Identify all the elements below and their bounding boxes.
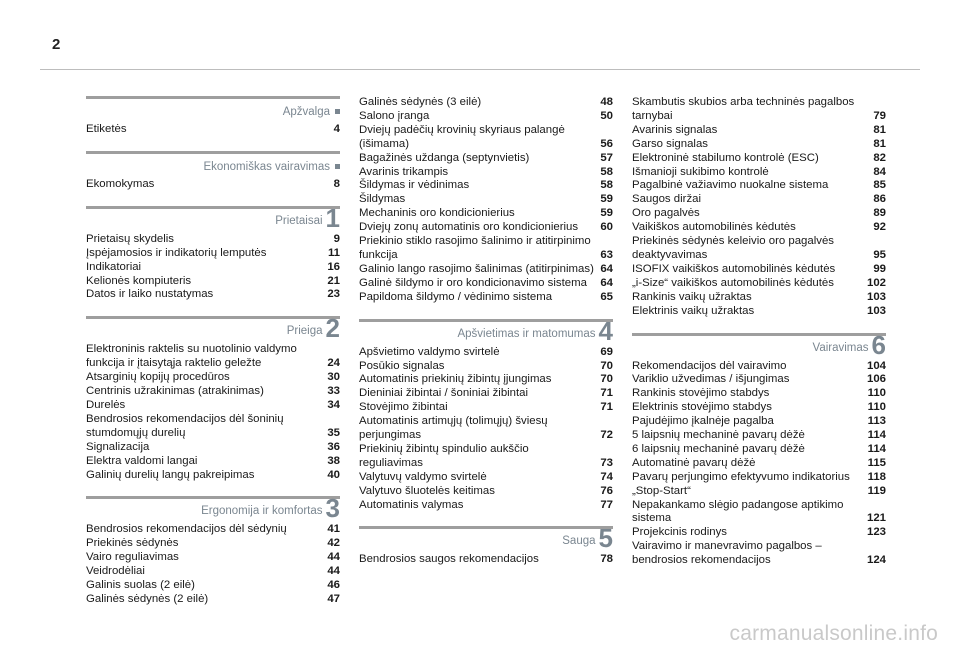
toc-entry-title: Veidrodėliai: [86, 565, 145, 578]
toc-entry-title: Projekcinis rodinys: [632, 526, 727, 539]
toc-entry[interactable]: [632, 263, 886, 277]
toc-entry-page: 48: [600, 96, 613, 108]
toc-entry[interactable]: [632, 443, 886, 457]
toc-entry-page: 44: [327, 565, 340, 578]
toc-entry-title: Rankinis stovėjimo stabdys: [632, 387, 770, 400]
toc-entry[interactable]: [86, 261, 340, 275]
toc-entry-title: Elektra valdomi langai: [86, 454, 198, 467]
toc-entry-title: Dviejų zonų automatinis oro kondicionierius: [359, 221, 579, 234]
toc-entry-title: Apšvietimo valdymo svirtelė: [359, 345, 500, 358]
toc-entry[interactable]: [632, 360, 886, 374]
toc-entry[interactable]: [359, 221, 613, 235]
toc-entry[interactable]: [86, 579, 340, 593]
section-number: 1: [325, 202, 340, 233]
toc-entry-page: 110: [867, 387, 886, 400]
section-header: [359, 315, 613, 346]
toc-entry-title: Automatinis priekinių žibintų įjungimas: [359, 373, 552, 386]
toc-entry[interactable]: [359, 471, 613, 485]
toc-entry-title: Centrinis užrakinimas (atrakinimas): [86, 385, 264, 398]
toc-entry-page: 34: [327, 398, 340, 411]
toc-entry-page: 46: [327, 579, 340, 592]
toc-section: [86, 151, 340, 192]
toc-entry-title: Bendrosios rekomendacijos dėl šoninių stumdomųjų durelių: [86, 412, 284, 439]
toc-entry[interactable]: [359, 373, 613, 387]
toc-entry[interactable]: [359, 443, 613, 471]
toc-entry[interactable]: [632, 291, 886, 305]
toc-entry[interactable]: [632, 471, 886, 485]
toc-entry-page: 81: [873, 123, 886, 136]
section-title: Vairavimas: [812, 341, 869, 354]
toc-entry-page: 70: [600, 373, 613, 386]
toc-entry-title: Ekomokymas: [86, 177, 155, 190]
section-title-wrap: [283, 106, 340, 118]
toc-entry-title: Prietaisų skydelis: [86, 232, 174, 245]
toc-entry-page: 124: [866, 554, 886, 567]
toc-entry-title: Atsarginių kopijų procedūros: [86, 371, 230, 384]
toc-entry[interactable]: [86, 537, 340, 551]
toc-entry-title: Automatinis valymas: [359, 498, 464, 511]
section-title: Apžvalga: [282, 106, 330, 118]
toc-entry[interactable]: [632, 415, 886, 429]
toc-entry[interactable]: [359, 166, 613, 180]
section-number: 4: [598, 315, 613, 346]
toc-entry-page: 4: [333, 123, 340, 135]
toc-entry-page: 104: [866, 359, 886, 372]
toc-entry-page: 113: [867, 415, 886, 428]
toc-entry-page: 24: [327, 357, 340, 370]
toc-entry-page: 119: [867, 484, 886, 497]
toc-entry[interactable]: [86, 123, 340, 137]
toc-entry[interactable]: [86, 288, 340, 302]
toc-entry[interactable]: [359, 360, 613, 374]
toc-entry[interactable]: [632, 138, 886, 152]
watermark: carmanualsonline.info: [729, 622, 938, 645]
section-header: [359, 523, 613, 554]
toc-entry-title: Vairo reguliavimas: [86, 551, 179, 564]
toc-entry[interactable]: [86, 343, 340, 371]
section-rule: [86, 96, 340, 99]
toc-entry-title: Signalizacija: [86, 440, 150, 453]
toc-entry-page: 59: [600, 207, 613, 220]
toc-entry-page: 79: [873, 109, 886, 122]
toc-entry-page: 72: [600, 429, 613, 442]
toc-entry-title: Posūkio signalas: [359, 359, 445, 372]
toc-section: [86, 202, 340, 303]
toc-entry-title: Avarinis trikampis: [359, 165, 449, 178]
toc-entry[interactable]: [632, 526, 886, 540]
toc-entry-page: 115: [867, 456, 886, 469]
toc-entry[interactable]: [86, 565, 340, 579]
toc-entry[interactable]: [359, 179, 613, 193]
toc-entry-page: 78: [600, 553, 613, 566]
toc-entry-page: 33: [327, 385, 340, 398]
toc-entry-page: 57: [600, 151, 613, 164]
toc-entry[interactable]: [632, 235, 886, 263]
toc-entry-page: 114: [867, 429, 886, 442]
section-title-wrap: [457, 315, 613, 346]
toc-entry-page: 118: [867, 470, 886, 483]
section-square-marker-icon: [335, 164, 340, 169]
toc-entry[interactable]: [632, 124, 886, 138]
toc-entry[interactable]: [359, 110, 613, 124]
section-header: [86, 202, 340, 233]
toc-entry-page: 64: [600, 276, 613, 289]
toc-entry-page: 71: [600, 387, 613, 400]
toc-entry[interactable]: [632, 207, 886, 221]
toc-entry-title: Automatinis artimųjų (tolimųjų) šviesų perjungimas: [359, 415, 548, 442]
toc-entry[interactable]: [86, 455, 340, 469]
toc-entry-page: 82: [873, 151, 886, 164]
toc-entry[interactable]: [359, 553, 613, 567]
toc-entry-page: 65: [600, 290, 613, 303]
toc-entry-title: Dviejų padėčių krovinių skyriaus palangė (išimama): [359, 123, 565, 150]
toc-section: [86, 96, 340, 137]
toc-entry[interactable]: [359, 263, 613, 277]
toc-entry-page: 69: [600, 345, 613, 358]
toc-entry-title: Galinės sėdynės (3 eilė): [359, 96, 482, 108]
page-number: 2: [52, 36, 61, 53]
toc-entry[interactable]: [632, 166, 886, 180]
toc-entry-page: 59: [600, 193, 613, 206]
toc-entry[interactable]: [632, 540, 886, 568]
toc-section: [359, 523, 613, 567]
toc-entry[interactable]: [86, 593, 340, 607]
section-title: Prieiga: [286, 325, 323, 338]
toc-entry[interactable]: [359, 235, 613, 263]
toc-entry[interactable]: [359, 207, 613, 221]
toc-entry-page: 60: [600, 221, 613, 234]
toc-entry[interactable]: [359, 499, 613, 513]
section-title: Sauga: [562, 535, 596, 548]
toc-entry-page: 103: [866, 290, 886, 303]
toc-entry-page: 73: [600, 456, 613, 469]
toc-entry-title: Šildymas: [359, 193, 406, 206]
section-rule: [86, 151, 340, 154]
toc-entry-title: Saugos diržai: [632, 193, 702, 206]
section-number: 6: [871, 329, 886, 360]
toc-entry-page: 44: [327, 551, 340, 564]
section-title: Apšvietimas ir matomumas: [457, 327, 596, 340]
toc-entry-title: Papildoma šildymo / vėdinimo sistema: [359, 290, 553, 303]
toc-entry[interactable]: [632, 179, 886, 193]
toc-entry[interactable]: [86, 413, 340, 441]
toc-entry-title: Variklio užvedimas / išjungimas: [632, 373, 790, 386]
toc-entry-title: Pagalbinė važiavimo nuokalne sistema: [632, 179, 829, 192]
toc-entry-page: 85: [873, 179, 886, 192]
toc-entry-title: ISOFIX vaikiškos automobilinės kėdutės: [632, 262, 836, 275]
section-header: [86, 96, 340, 121]
toc-entry-title: Skambutis skubios arba techninės pagalbos tarnybai: [632, 96, 855, 122]
toc-entry-title: Valytuvų valdymo svirtelė: [359, 470, 487, 483]
section-header: [86, 151, 340, 176]
section-title: Ergonomija ir komfortas: [201, 505, 323, 518]
toc-entry-page: 123: [866, 526, 886, 539]
toc-section: [86, 313, 340, 482]
section-title: Ekonomiškas vairavimas: [203, 160, 330, 173]
toc-entry-title: Elektroninis raktelis su nuotolinio valdymo funkcija ir įtaisytąja raktelio geležte: [86, 343, 297, 370]
toc-entry-title: Bendrosios rekomendacijos dėl sėdynių: [86, 523, 287, 536]
toc-column-2: [359, 96, 613, 581]
toc-entry-title: Dieniniai žibintai / šoniniai žibintai: [359, 387, 529, 400]
toc-entry-page: 36: [327, 440, 340, 453]
toc-entry[interactable]: [632, 499, 886, 527]
toc-entry-title: Galinis suolas (2 eilė): [86, 579, 195, 592]
top-rule: [40, 69, 920, 70]
toc-entry-title: Automatinė pavarų dėžė: [632, 456, 756, 469]
toc-entry[interactable]: [632, 457, 886, 471]
toc-entry-title: Įspėjamosios ir indikatorių lemputės: [86, 246, 267, 259]
toc-entry-page: 11: [327, 246, 340, 259]
toc-entry-title: Galinės sėdynės (2 eilė): [86, 592, 209, 605]
toc-entry-title: Kelionės kompiuteris: [86, 274, 192, 287]
toc-entry-page: 110: [867, 401, 886, 414]
toc-entry[interactable]: [86, 399, 340, 413]
toc-entry-title: Galinio lango rasojimo šalinimas (atitirpinimas): [359, 262, 594, 275]
toc-section: [632, 329, 886, 569]
toc-entry-page: 64: [600, 262, 613, 275]
toc-entry[interactable]: [359, 415, 613, 443]
toc-entry-page: 9: [333, 232, 340, 245]
toc-entry-title: Durelės: [86, 398, 126, 411]
toc-entry-title: Stovėjimo žibintai: [359, 401, 448, 414]
toc-entry[interactable]: [359, 387, 613, 401]
toc-entry[interactable]: [359, 193, 613, 207]
toc-entry-title: Pavarų perjungimo efektyvumo indikatorius: [632, 470, 850, 483]
section-number: 2: [325, 313, 340, 344]
toc-entry-title: Rankinis vaikų užraktas: [632, 290, 752, 303]
toc-entry-title: Elektrinis stovėjimo stabdys: [632, 401, 772, 414]
toc-entry[interactable]: [86, 469, 340, 483]
section-header: [632, 329, 886, 360]
toc-entry[interactable]: [86, 371, 340, 385]
toc-entry-page: 35: [327, 426, 340, 439]
toc-entry-page: 47: [327, 592, 340, 605]
toc-entry-title: Indikatoriai: [86, 260, 142, 273]
toc-entry[interactable]: [632, 277, 886, 291]
toc-entry-page: 106: [866, 373, 886, 386]
toc-entry[interactable]: [632, 373, 886, 387]
toc-entry-title: Elektrinis vaikų užraktas: [632, 304, 755, 317]
section-header: [86, 313, 340, 344]
toc-section: [632, 96, 886, 319]
toc-entry[interactable]: [86, 233, 340, 247]
toc-entry[interactable]: [632, 401, 886, 415]
toc-entry[interactable]: [86, 275, 340, 289]
toc-entry-page: 63: [600, 248, 613, 261]
toc-entry-title: Elektroninė stabilumo kontrolė (ESC): [632, 151, 819, 164]
toc-entry-page: 58: [600, 165, 613, 178]
section-title-wrap: [562, 523, 613, 554]
toc-entry-page: 81: [873, 137, 886, 150]
section-title-wrap: [275, 202, 340, 233]
toc-entry[interactable]: [632, 221, 886, 235]
toc-entry[interactable]: [359, 485, 613, 499]
toc-entry-page: 56: [600, 137, 613, 150]
toc-entry[interactable]: [86, 441, 340, 455]
toc-entry-page: 41: [327, 523, 340, 536]
toc-entry-title: Vairavimo ir manevravimo pagalbos – bendrosios rekomendacijos: [632, 540, 822, 567]
section-title-wrap: [812, 329, 887, 360]
toc-entry-page: 84: [873, 165, 886, 178]
toc-section: [359, 315, 613, 513]
toc-entry[interactable]: [359, 291, 613, 305]
toc-entry-page: 114: [867, 442, 886, 455]
toc-entry-page: 95: [873, 248, 886, 261]
section-title: Prietaisai: [275, 214, 323, 227]
toc-entry-title: Mechaninis oro kondicionierius: [359, 207, 515, 220]
toc-entry-title: Šildymas ir vėdinimas: [359, 179, 470, 192]
toc-entry-title: Galinė šildymo ir oro kondicionavimo sistema: [359, 276, 587, 289]
toc-entry-title: Bendrosios saugos rekomendacijos: [359, 553, 539, 566]
toc-entry-title: Pajudėjimo įkalnėje pagalba: [632, 415, 774, 428]
toc-entry-page: 92: [873, 221, 886, 234]
toc-entry-title: Datos ir laiko nustatymas: [86, 288, 214, 301]
toc-entry[interactable]: [632, 485, 886, 499]
toc-entry[interactable]: [632, 96, 886, 124]
section-title-wrap: [286, 313, 340, 344]
toc-entry-page: 77: [600, 498, 613, 511]
toc-entry-title: „Stop-Start“: [632, 484, 691, 497]
toc-entry-page: 74: [600, 470, 613, 483]
toc-entry-title: 5 laipsnių mechaninė pavarų dėžė: [632, 429, 805, 442]
toc-entry-page: 99: [873, 262, 886, 275]
section-square-marker-icon: [335, 109, 340, 114]
toc-entry[interactable]: [359, 124, 613, 152]
toc-entry-page: 71: [600, 401, 613, 414]
toc-entry[interactable]: [86, 551, 340, 565]
toc-entry[interactable]: [359, 346, 613, 360]
toc-entry[interactable]: [86, 385, 340, 399]
toc-entry-title: Galinių durelių langų pakreipimas: [86, 468, 255, 481]
toc-entry-page: 30: [327, 371, 340, 384]
toc-entry[interactable]: [359, 96, 613, 110]
toc-entry-title: Salono įranga: [359, 109, 430, 122]
toc-column-1: [86, 96, 340, 621]
toc-entry-page: 42: [327, 537, 340, 550]
section-title-wrap: [201, 493, 340, 524]
toc-entry-page: 16: [327, 260, 340, 273]
toc-entry[interactable]: [632, 152, 886, 166]
toc-entry[interactable]: [632, 387, 886, 401]
toc-entry-title: Priekinių žibintų spindulio aukščio reguliavimas: [359, 442, 529, 469]
section-title-wrap: [203, 161, 340, 173]
toc-entry-title: „i-Size“ vaikiškos automobilinės kėdutės: [632, 276, 834, 289]
section-number: 5: [598, 523, 613, 554]
toc-entry-page: 89: [873, 207, 886, 220]
toc-entry-page: 121: [866, 512, 886, 525]
toc-entry-page: 76: [600, 484, 613, 497]
toc-entry-title: Nepakankamo slėgio padangose aptikimo sistema: [632, 498, 844, 525]
section-number: 3: [325, 493, 340, 524]
toc-entry-title: Valytuvo šluotelės keitimas: [359, 484, 495, 497]
toc-entry-title: Išmanioji sukibimo kontrolė: [632, 165, 769, 178]
toc-entry[interactable]: [632, 193, 886, 207]
toc-entry-page: 38: [327, 454, 340, 467]
toc-section: [359, 96, 613, 305]
toc-entry[interactable]: [632, 305, 886, 319]
toc-entry-page: 70: [600, 359, 613, 372]
toc-entry-title: Priekinės sėdynės: [86, 537, 179, 550]
toc-entry-page: 23: [327, 288, 340, 301]
toc-entry-page: 102: [866, 276, 886, 289]
toc-entry-title: Rekomendacijos dėl vairavimo: [632, 359, 787, 372]
toc-entry-page: 8: [333, 177, 340, 190]
toc-entry[interactable]: [86, 523, 340, 537]
toc-entry-page: 21: [327, 274, 340, 287]
toc-entry-page: 40: [327, 468, 340, 481]
toc-entry[interactable]: [86, 247, 340, 261]
toc-entry-title: Bagažinės uždanga (septynvietis): [359, 151, 530, 164]
toc-entry[interactable]: [359, 401, 613, 415]
toc-entry-title: Vaikiškos automobilinės kėdutės: [632, 221, 796, 234]
toc-entry-title: Avarinis signalas: [632, 123, 718, 136]
toc-entry-title: 6 laipsnių mechaninė pavarų dėžė: [632, 442, 805, 455]
toc-entry[interactable]: [359, 152, 613, 166]
toc-entry-page: 103: [866, 304, 886, 317]
toc-entry[interactable]: [632, 429, 886, 443]
toc-entry-page: 86: [873, 193, 886, 206]
toc-entry-title: Priekinės sėdynės keleivio oro pagalvės deaktyvavimas: [632, 235, 834, 261]
toc-section: [86, 493, 340, 606]
toc-entry[interactable]: [359, 277, 613, 291]
toc-column-3: [632, 96, 886, 582]
toc-entry-page: 58: [600, 179, 613, 192]
toc-entry-title: Priekinio stiklo rasojimo šalinimo ir atitirpinimo funkcija: [359, 235, 591, 261]
toc-entry-title: Oro pagalvės: [632, 207, 700, 220]
toc-entry-page: 50: [600, 109, 613, 122]
toc-entry-title: Garso signalas: [632, 137, 708, 150]
toc-entry-title: Etiketės: [86, 123, 127, 135]
toc-entry[interactable]: [86, 178, 340, 192]
section-header: [86, 493, 340, 524]
